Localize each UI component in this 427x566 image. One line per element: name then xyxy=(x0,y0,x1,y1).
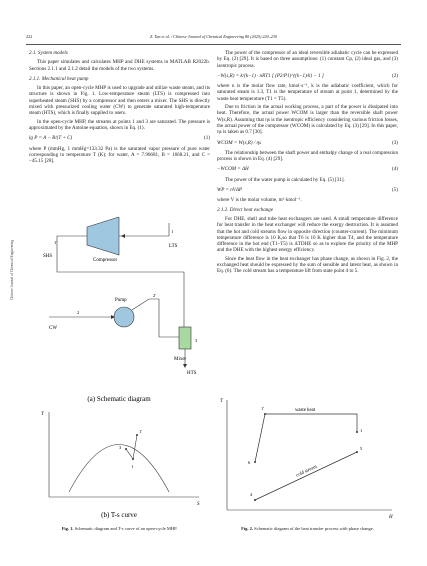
paragraph: where P (mmHg, 1 mmHg=133.32 Pa) is the saturated vapor pressure of pure water corresponding to temperature T (K); for water, A = 7.96681, B = 1668.21, and C = −45.15 [28]. xyxy=(29,145,210,165)
arrow-icon xyxy=(183,364,187,368)
pump-out-line xyxy=(132,299,179,337)
section-2-1-1-title: 2.1.1. Mechanical heat pump xyxy=(29,75,89,82)
compression-line xyxy=(133,435,137,459)
figure-2-caption-label: Fig. 2. xyxy=(241,526,254,531)
equation-4-formula: −WCOM = ΔH xyxy=(217,166,249,173)
equation-1 xyxy=(29,135,210,141)
cold-stream-line xyxy=(255,452,357,500)
figure-2 xyxy=(217,392,398,520)
paragraph: In the open-cycle MHP, the streams at points 1 and 3 are saturated. The pressure is approximated by the Antoine equation, shown in Eq. (1). xyxy=(29,118,210,131)
header-rule xyxy=(26,44,401,45)
section-2-1-title: 2.1. System models xyxy=(29,50,68,56)
ts-point-1-label: 1 xyxy=(131,464,134,469)
mixing-line xyxy=(126,449,133,459)
paragraph: This paper simulates and calculates MHP and DHE systems in MATLAB R2022b. Sections 2.1.1 and 2.1.2 detail the models of the two systems. xyxy=(29,59,210,72)
cold-stream-label: cold stream xyxy=(295,464,318,479)
equation-2-number: (2) xyxy=(392,72,398,79)
journal-citation: Z. Tan et al. / Chinese Journal of Chemical Engineering 80 (2025) 220–230 xyxy=(149,34,278,39)
paragraph: For DHE, shell and tube heat exchangers are used. A small temperature difference for heat transfer in the heat exchanger will reduce the exergy destruction. It is assumed that the hot and cold streams flow in opposite direction (counter-current). The minimum temperature difference is 10 K,so that T6 is 10 K higher than T4, and the temperature difference in the hot end (T1–T5) is ΔTDHE so as to explore the priority of the MHP and the DHE with the highest energy efficiency. xyxy=(217,215,398,254)
point-3 xyxy=(125,448,127,450)
paragraph: The power of the compressor of an ideal reversible adiabatic cycle can be expressed by Eq. (2) [29]. It is based on three assumptions: (1) constant Cp, (2) ideal gas, and (3) isentropic process. xyxy=(217,50,398,69)
point-1-label: 1 xyxy=(360,428,363,433)
figure-1-caption-text: Schematic diagram and T-s curve of an open-cycle MHP. xyxy=(74,526,178,531)
lts-label: LTS xyxy=(169,244,178,249)
equation-2 xyxy=(217,73,398,79)
point-5-label: 5 xyxy=(360,446,363,451)
node-1-label: 1 xyxy=(171,229,174,234)
t-axis-label: T xyxy=(41,412,44,417)
pump-shape xyxy=(114,307,134,327)
equation-4-number: (4) xyxy=(392,166,398,173)
equation-1-number: (1) xyxy=(204,135,210,142)
subcaption-a: (a) Schematic diagram xyxy=(87,395,151,403)
paragraph: Due to friction in the actual working process, a part of the power is dissipated into heat. Therefore, the actual power WCOM is larger than the reversible shaft power W(s,R). Assuming that ηs is the isentropic efficiency considering various friction losses, the actual power of the compressor (WCOM) is calculated by Eq. (3) [29]. In this paper, ηs is taken as 0.7 [30]. xyxy=(217,104,398,136)
paragraph: where V is the molar volume, m³·kmol⁻¹. xyxy=(217,197,302,204)
figure-1-caption-label: Fig. 1. xyxy=(61,526,74,531)
point-4-label: 4 xyxy=(250,492,253,497)
point-1-prime-label: 1' xyxy=(261,406,265,411)
figure-2-graphic xyxy=(217,392,398,520)
equation-1-formula: lg P = A − B/(T + C) xyxy=(29,135,73,142)
node-3-label: 3 xyxy=(195,338,198,343)
equation-3 xyxy=(217,140,398,146)
h-axis-label: H xyxy=(389,515,393,520)
paragraph: In this paper, an open-cycle MHP is used to upgrade and utilize waste steam, and its structure is shown in Fig. 1. Low-temperature steam (LTS) is compressed into superheated steam (SHS) by a compressor and then enters a mixer. The SHS is directly mixed with pressurized cooling water (CW) to generate saturated high-temperature steam (HTS), which is finally supplied to users. xyxy=(29,85,210,117)
section-2-1-2-title: 2.1.2. Direct heat exchange xyxy=(217,206,274,213)
equation-2-formula: −W(s,R) = k/(k−1) · nRT1 [ (P2/P1)^((k−1)/k) − 1 ] xyxy=(217,72,324,79)
point-1-prime xyxy=(264,413,266,415)
t-axis-label: T xyxy=(220,399,223,404)
lts-line xyxy=(119,223,169,236)
figure-1-caption xyxy=(29,526,210,532)
node-2-label: 2 xyxy=(77,310,80,315)
shs-to-mixer-line xyxy=(57,247,184,342)
subcaption-b: (b) T-s curve xyxy=(101,511,137,519)
point-5 xyxy=(356,451,358,453)
equation-5-formula: WP = nVΔP xyxy=(217,187,243,194)
left-column xyxy=(29,50,210,166)
hts-label: HTS xyxy=(187,371,197,376)
ts-point-1-prime-label: 1' xyxy=(139,429,143,434)
s-axis-label: S xyxy=(197,502,200,507)
point-1-prime xyxy=(136,434,138,436)
paragraph: where n is the molar flow rate, kmol·s⁻¹, k is the adiabatic coefficient, which for saturated steam is 1.3, T1 is the temperature of stream at point 1, determined by the waste heat temperature (T1 = T5). xyxy=(217,83,398,102)
paragraph: Since the heat flow in the heat exchanger has phase change, as shown in Fig. 2, the exchanged heat should be expressed by the sum of sensible and latent heat, as shown in Eq. (6). The cold stream has a temperature lift from state point 4 to 5. xyxy=(217,255,398,275)
pump-label: Pump xyxy=(115,298,127,303)
equation-4 xyxy=(217,166,398,172)
paragraph: The power of the water pump is calculated by Eq. (5) [31]. xyxy=(225,176,345,183)
figure-2-caption xyxy=(217,526,398,532)
running-header xyxy=(26,34,401,42)
ts-point-3-label: 3 xyxy=(119,445,122,450)
equation-5 xyxy=(217,187,398,193)
shs-label: SHS xyxy=(43,254,53,259)
point-1 xyxy=(132,458,134,460)
page-number: 222 xyxy=(26,34,33,39)
mixer-label: Mixer xyxy=(174,357,187,362)
saturation-dome xyxy=(69,445,169,493)
figure-1 xyxy=(29,217,210,527)
equation-3-number: (3) xyxy=(392,139,398,146)
cw-label: CW xyxy=(49,326,58,331)
node-2-prime-label: 2' xyxy=(153,293,157,298)
equation-3-formula: WCOM = W(s,R) / ηs xyxy=(217,139,262,146)
point-6 xyxy=(254,461,256,463)
schematic-diagram xyxy=(43,217,198,376)
compressor-label: Compressor xyxy=(93,258,118,263)
point-1 xyxy=(356,431,358,433)
equation-5-number: (5) xyxy=(392,187,398,194)
side-journal-text: Chinese Journal of Chemical Engineering xyxy=(10,239,14,300)
mixer-shape xyxy=(179,327,191,349)
waste-heat-label: waste heat xyxy=(294,408,316,413)
figure-2-caption-text: Schematic diagram of the heat transfer process with phase change. xyxy=(254,526,374,531)
shs-line xyxy=(57,236,87,247)
paragraph: The relationship between the shaft power and enthalpy change of a real compression process is shown in Eq. (4) [29]. xyxy=(217,149,398,163)
arrow-icon xyxy=(121,234,125,238)
ts-curve xyxy=(41,412,200,507)
compressor-shape xyxy=(87,217,119,255)
point-4 xyxy=(254,499,256,501)
node-1-prime-label: 1' xyxy=(54,240,58,245)
figure-1-graphic xyxy=(29,217,210,527)
point-6-label: 6 xyxy=(248,460,251,465)
right-column xyxy=(217,50,398,277)
waste-heat-line xyxy=(255,414,357,462)
